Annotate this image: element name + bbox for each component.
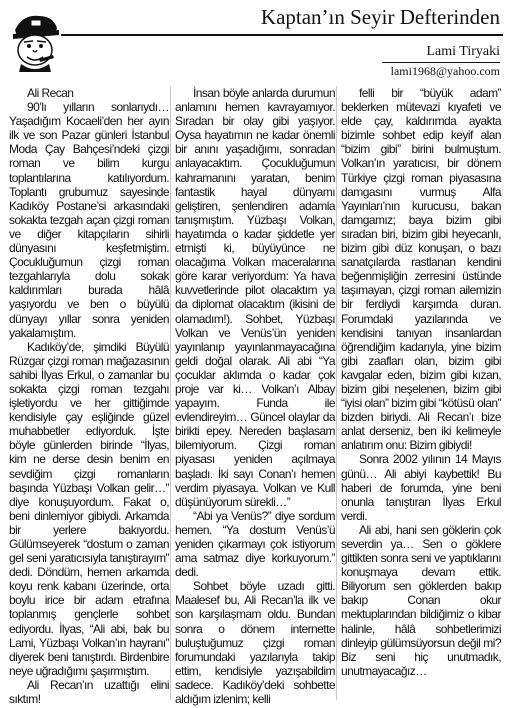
- author-divider: [382, 62, 500, 63]
- header-top-rule: [9, 34, 503, 36]
- paragraph: Sohbet böyle uzadı gitti. Maalesef bu, Ali Recan’la ilk ve son karşılaşmam oldu. Bundan sonra o dönem internette buluştuğumuz çizgi roman forumundaki yazılarıyla takip ettim, kendisiyle yazışabildim sadece. Kadıköy’deki sohbette aldığım izlenim; kelli: [175, 579, 335, 707]
- paragraph: Ali Recan: [27, 86, 74, 100]
- text-column-1: [9, 86, 169, 706]
- text-column-3: [341, 86, 501, 678]
- author-email: lami1968@yahoo.com: [390, 64, 500, 78]
- paragraph: Sonra 2002 yılının 14 Mayıs günü… Ali abiyi kaybettik! Bu haberi de forumda, yine beni onunla tanıştıran İlyas Erkul verdi.: [341, 452, 501, 523]
- author-name: Lami Tiryaki: [426, 44, 500, 59]
- column-separator: [336, 86, 337, 700]
- paragraph: Ali abi, hani sen göklerin çok severdin ya… Sen o göklere gittikten sonra seni ve yaptıklarını konuşmaya devam ettik. Biliyorum sen göklerden bakıp bakıp Conan okur mektuplarından bildiğimiz o kibar halinle, hâlâ sohbetlerimizi dinleyip gülümsüyorsun değil mi? Biz seni hiç unutmadık, unutmayacağız…: [341, 522, 501, 678]
- captain-illustration: [9, 8, 61, 72]
- paragraph: Ali Recan’ın uzattığı elini sıktım!: [9, 677, 169, 707]
- paragraph: “Abi ya Venüs?” diye sordum hemen. “Ya dostum Venüs’ü yeniden çıkarmayı çok istiyorum ama satmaz diye korkuyorum.” dedi.: [175, 508, 335, 580]
- paragraph: 90’lı yılların sonlarıydı… Yaşadığım Kocaeli’den her ayın ilk ve son Pazar günleri İstanbul Moda Çay Bahçesi’ndeki çizgi roman ve bilim kurgu toplantılarına katılıyordum. Toplantı grubumuz sayesinde Kadıköy Postane’si arkasındaki sokakta tezgah açan çizgi roman ve diğer kitapçıların sihirli dünyasını keşfetmiştim. Çocukluğumun çizgi roman tezgahlarıyla dolu sokak kaldırımları burada hâlâ yaşıyordu ve ben o büyülü dünyayı yıllar sonra yeniden yakalamıştım.: [9, 100, 169, 340]
- paragraph: felli bir “büyük adam” beklerken mütevazi kıyafeti ve elde çay, kaldırımda ayakta bizimle sohbet edip keyif alan “bizim gibi” birini bulmuştum. Volkan’ın yaratıcısı, bir dönem Türkiye çizgi roman piyasasına damgasını vurmuş Alfa Yayınları’nın kurucusu, bakan damgamız; baya bizim gibi sıradan biri, bizim gibi heyecanlı, bizim gibi düz konuşan, o bazı sanatçılarda rastlanan kendini beğenmişliğin zerresini üstünde taşımayan, çizgi roman ailemizin bir ferdiydi karşımda duran. Forumdaki yazılarında ve kendisini tanıyan insanlardan öğrendiğim kadarıyla, yine bizim gibi zaafları olan, bizim gibi kavgalar eden, bizim gibi kızan, bizim gibi neşelenen, bizim gibi “iyisi olan” bizim gibi “kötüsü olan” bizden biriydi. Ali Recan’ı bize anlat derseniz, ben iki kelimeyle anlatırım onu: Bizim gibiydi!: [341, 86, 501, 453]
- paragraph: İnsan böyle anlarda durumun anlamını hemen kavrayamıyor. Sıradan bir olay gibi yaşıyor. Oysa hayatımın ne kadar önemli bir anını yaşadığımı, sonradan anlayacaktım. Çocukluğumun kahramanını yaratan, benim fantastik hayal dünyamı geliştiren, şenlendiren adamla tanışmıştım. Yüzbaşı Volkan, hayatımda o kadar şiddetle yer etmişti ki, büyüyünce ne olacağıma Volkan maceralarına göre karar veriyordum: Ya hava kuvvetlerinde pilot olacaktım ya da diplomat olacaktım (ikisini de olamadım!). Sohbet, Yüzbaşı Volkan ve Venüs’ün yeniden yayınlanıp yayınlanmayacağına geldi doğal olarak. Ali abi “Ya çocuklar aklımda o kadar çok proje var ki… Volkan’ı Albay yapayım. Funda ile evlendireyim… Güncel olaylar da birikti epey. Nereden başlasam bilemiyorum. Çizgi roman piyasası yeniden açılmaya başladı. İki sayı Conan’ı hemen verdim piyasaya. Volkan ve Kull düşünüyorum sürekli…”: [175, 86, 335, 509]
- column-title: Kaptan’ın Seyir Defterinden: [260, 5, 500, 29]
- cartoon-captain-logo: [9, 8, 61, 72]
- column-separator: [170, 86, 171, 700]
- text-column-2: [175, 86, 335, 706]
- paragraph: Kadıköy’de, şimdiki Büyülü Rüzgar çizgi roman mağazasının sahibi İlyas Erkul, o zamanlar bu sokakta çizgi roman tezgahı işletiyordu ve her gittiğimde kendisiyle çay eşliğinde güzel muhabbetler ediyorduk. İşte böyle günlerden birinde “İlyas, kim ne derse desin benim en sevdiğim çizgi romanların başında Yüzbaşı Volkan gelir…” diye konuşuyordum. Fakat o, beni dinlemiyor gibiydi. Arkamda bir yerlere bakıyordu. Gülümseyerek “dostum o zaman gel seni yaratıcısıyla tanıştırayım” dedi. Döndüm, hemen arkamda koyu renk kabanı üzerinde, orta boylu irice bir adam etrafına toplanmış gençlerle sohbet ediyordu. İlyas, “Ali abi, bak bu Lami, Yüzbaşı Volkan’ın hayranı” diyerek beni tanıştırdı. Birdenbire neye uğradığımı şaşırmıştım.: [9, 339, 169, 678]
